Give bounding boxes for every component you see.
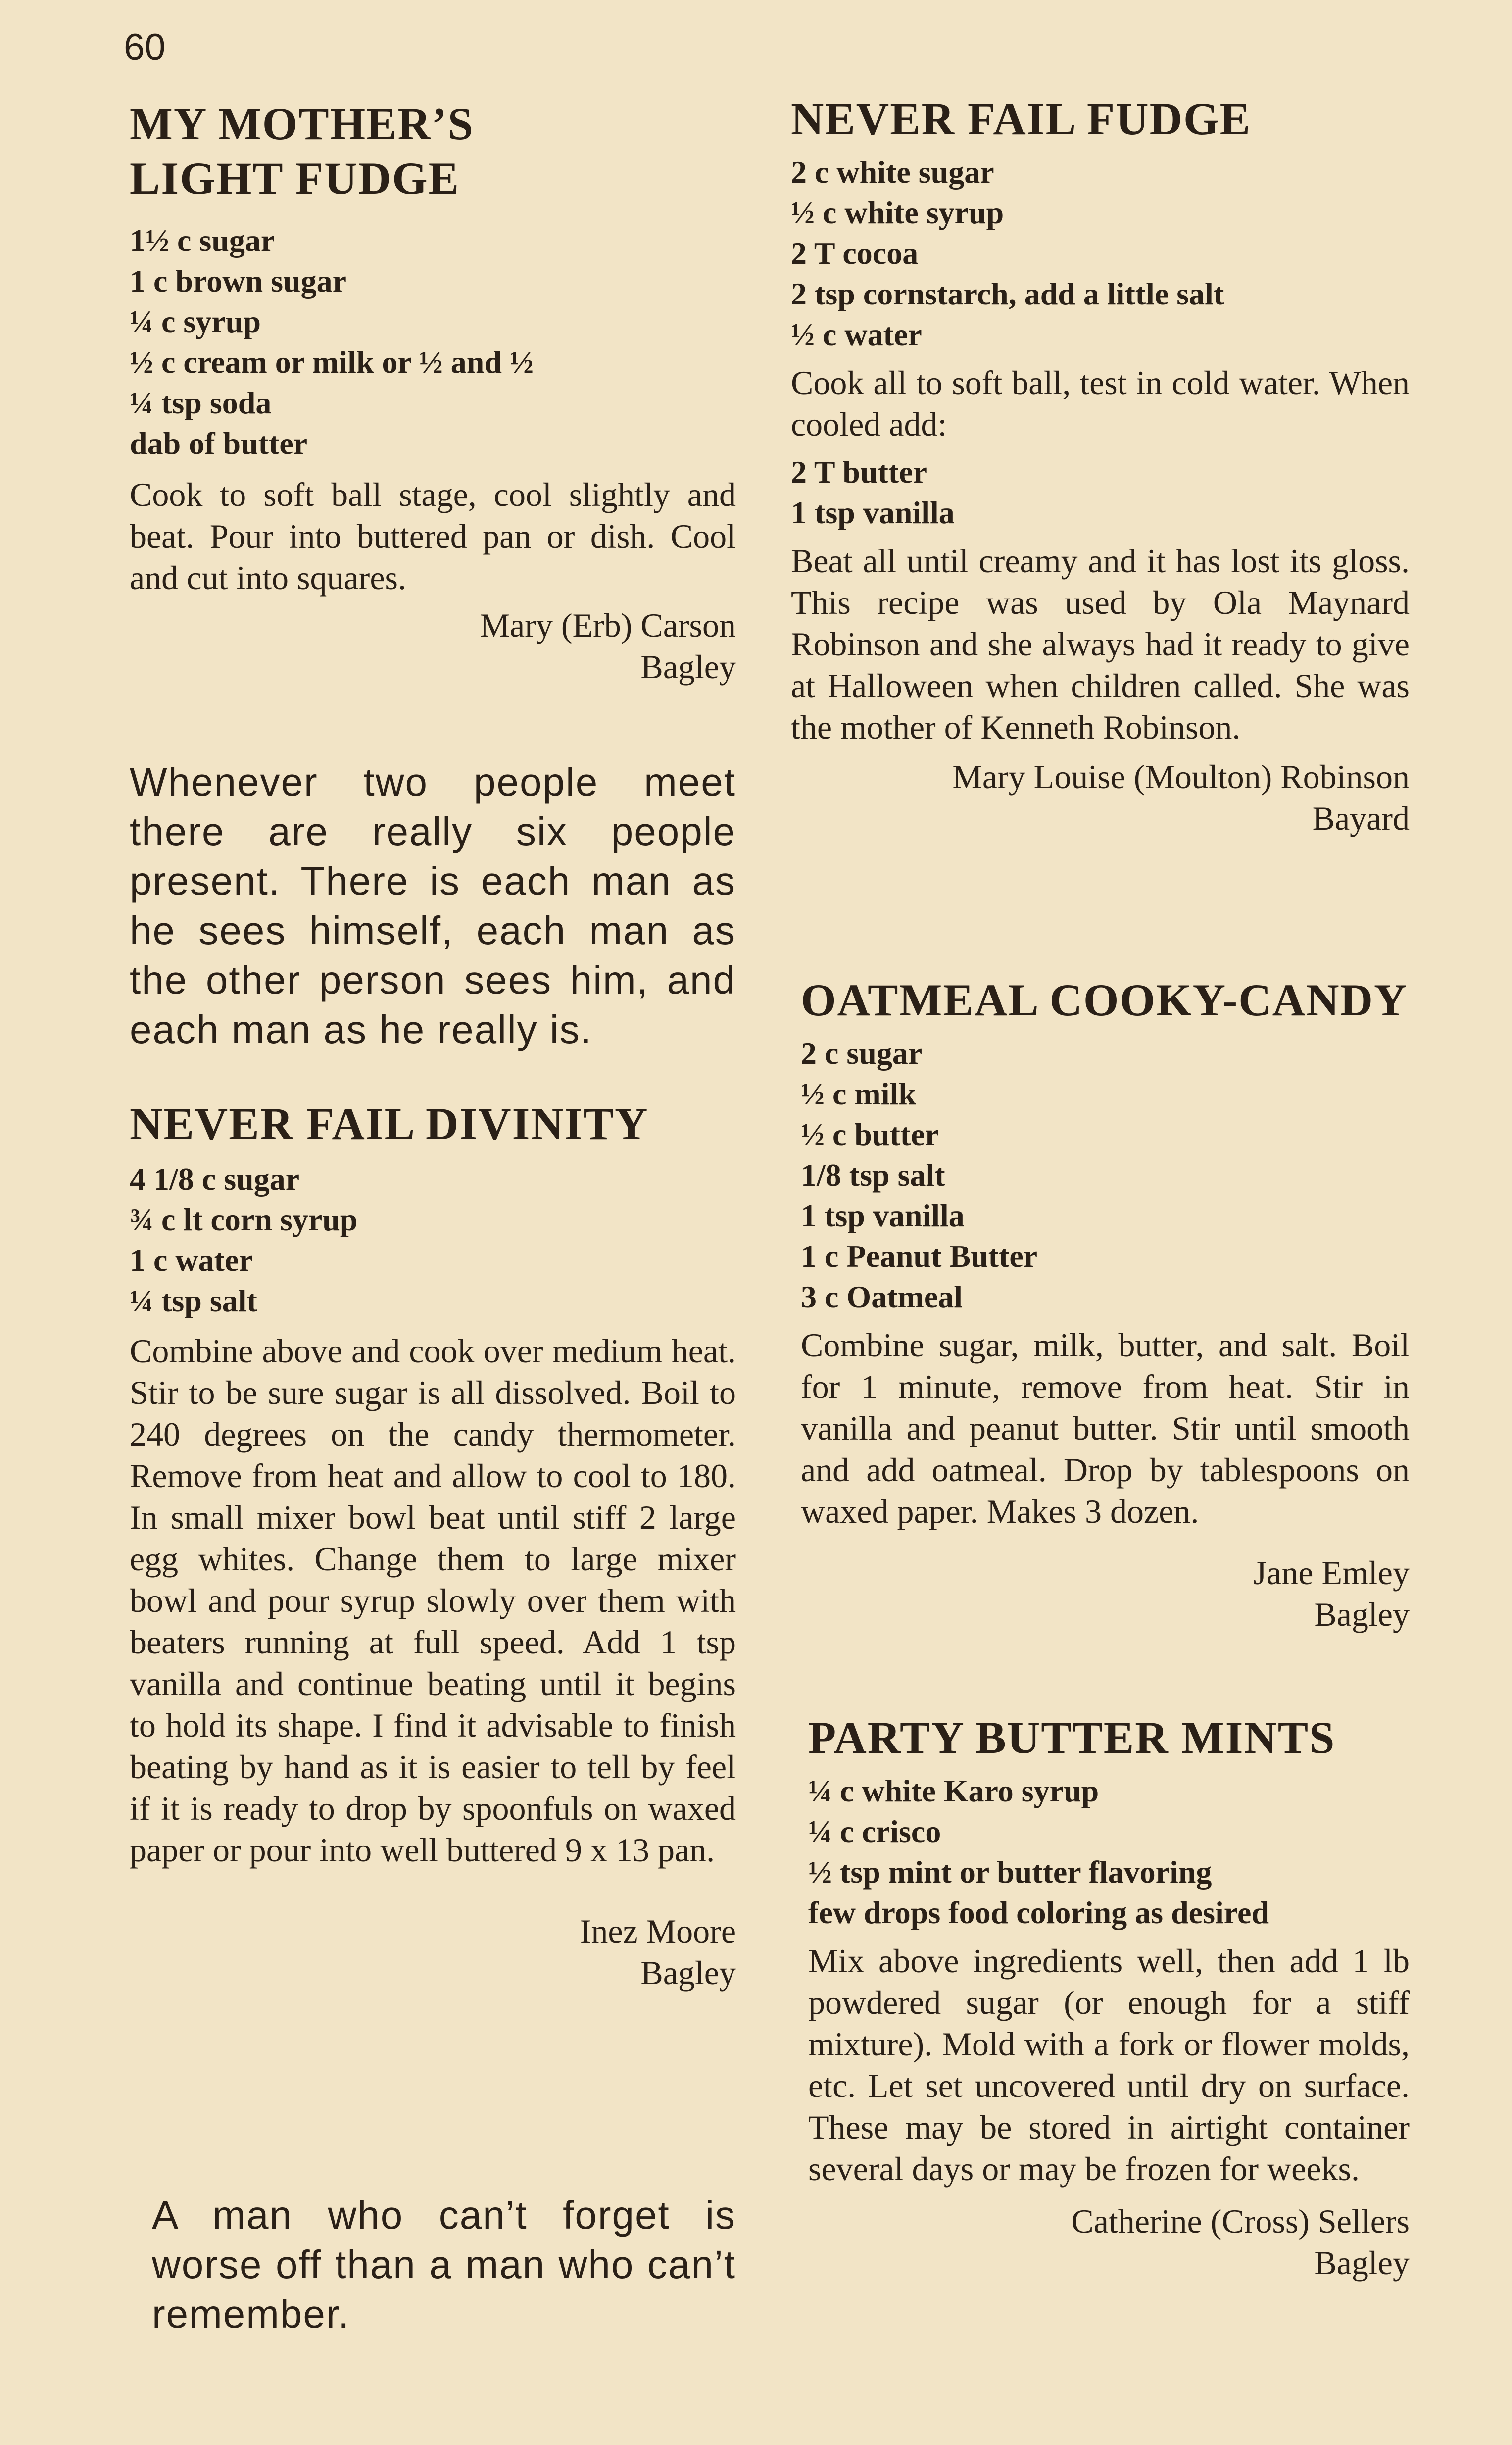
recipe-directions: Cook to soft ball stage, cool slightly and beat. Pour into buttered pan or dish. Cool and cut into squares. — [130, 476, 736, 597]
ingredient: 1½ c sugar — [130, 223, 275, 258]
ingredient-list — [801, 1033, 1410, 1317]
recipe-title: PARTY BUTTER MINTS — [808, 1712, 1336, 1763]
ingredient: ¼ c syrup — [130, 304, 261, 339]
recipe-directions-2: Beat all until creamy and it has lost its gloss. This recipe was used by Ola Maynard Robinson and she always had it ready to give at Halloween when children called. She was the mother of Kenneth Robinson. — [791, 542, 1410, 746]
ingredient-list-2 — [791, 452, 1410, 533]
recipe-directions: Mix above ingredients well, then add 1 lb powdered sugar (or enough for a stiff mixture). Mold with a fork or flower molds, etc. Let set uncovered until dry on surface. These may be stored in airtight container several days or may be frozen for weeks. — [808, 1942, 1410, 2188]
quote-six-people: Whenever two people meet there are really six people present. There is each man as he sees himself, each man as the other person sees him, and each man as he really is. — [130, 760, 736, 1051]
ingredient: 1 tsp vanilla — [791, 495, 955, 530]
ingredient: dab of butter — [130, 426, 308, 461]
recipe-attribution — [801, 1552, 1410, 1635]
recipe-title — [130, 97, 736, 205]
ingredient: few drops food coloring as desired — [808, 1895, 1269, 1930]
author-name: Inez Moore — [580, 1912, 736, 1950]
ingredient-list — [808, 1771, 1410, 1933]
ingredient: ¼ tsp salt — [130, 1283, 257, 1318]
page-number: 60 — [124, 26, 166, 68]
author-place: Bagley — [640, 648, 736, 686]
recipe-never-fail-divinity — [130, 1097, 736, 1994]
recipe-never-fail-fudge — [791, 92, 1410, 839]
recipe-my-mothers-light-fudge — [130, 97, 736, 688]
recipe-title-line-1: MY MOTHER’S — [130, 99, 474, 149]
ingredient-list — [791, 152, 1410, 355]
ingredient: 1 c brown sugar — [130, 263, 346, 299]
ingredient: ¼ tsp soda — [130, 385, 272, 420]
ingredient: 4 1/8 c sugar — [130, 1161, 300, 1197]
recipe-party-butter-mints — [808, 1710, 1410, 2284]
ingredient-list — [130, 1159, 736, 1321]
author-name: Catherine (Cross) Sellers — [1071, 2202, 1410, 2240]
recipe-directions: Combine above and cook over medium heat. Stir to be sure sugar is all dissolved. Boil to 240 degrees on the candy thermometer. Remove from heat and allow to cool to 180. In small mixer bowl beat until stiff 2 large egg whites. Change them to large mixer bowl and pour syrup slowly over them with beaters running at full speed. Add 1 tsp vanilla and continue beating until it begins to hold its shape. I find it advisable to finish beating by hand as it is easier to tell by feel if it is ready to drop by spoonfuls on waxed paper or pour into well buttered 9 x 13 pan. — [130, 1332, 736, 1869]
quote-cant-forget: A man who can’t forget is worse off than a man who can’t remember. — [152, 2193, 736, 2336]
ingredient: ½ c white syrup — [791, 195, 1004, 230]
ingredient: ¾ c lt corn syrup — [130, 1202, 358, 1237]
ingredient: 2 c white sugar — [791, 154, 994, 190]
ingredient: ¼ c crisco — [808, 1814, 941, 1849]
ingredient: ½ c cream or milk or ½ and ½ — [130, 345, 534, 380]
ingredient: ½ tsp mint or butter flavoring — [808, 1854, 1212, 1890]
ingredient: ½ c milk — [801, 1076, 916, 1111]
ingredient: 1/8 tsp salt — [801, 1157, 945, 1193]
recipe-attribution — [130, 1910, 736, 1994]
ingredient: 2 tsp cornstarch, add a little salt — [791, 276, 1224, 311]
recipe-attribution — [808, 2200, 1410, 2284]
recipe-title: OATMEAL COOKY-CANDY — [801, 975, 1408, 1025]
recipe-directions: Combine sugar, milk, butter, and salt. Boil for 1 minute, remove from heat. Stir in vanilla and peanut butter. Stir until smooth and add oatmeal. Drop by tablespoons on waxed paper. Makes 3 dozen. — [801, 1326, 1410, 1530]
ingredient-list — [130, 220, 736, 464]
ingredient: 1 c Peanut Butter — [801, 1239, 1038, 1274]
recipe-attribution — [130, 604, 736, 688]
ingredient: 2 T butter — [791, 454, 927, 490]
ingredient: ½ c butter — [801, 1117, 939, 1152]
ingredient: 2 c sugar — [801, 1036, 923, 1071]
recipe-title-line-2: LIGHT FUDGE — [130, 153, 460, 203]
ingredient: ¼ c white Karo syrup — [808, 1773, 1099, 1808]
author-place: Bagley — [1314, 2244, 1410, 2282]
ingredient: 1 tsp vanilla — [801, 1198, 965, 1233]
recipe-directions: Cook all to soft ball, test in cold water. When cooled add: — [791, 364, 1410, 443]
ingredient: ½ c water — [791, 317, 922, 352]
author-name: Mary Louise (Moulton) Robinson — [952, 758, 1410, 796]
author-place: Bagley — [640, 1954, 736, 1992]
ingredient: 3 c Oatmeal — [801, 1279, 963, 1314]
author-place: Bagley — [1314, 1596, 1410, 1633]
author-place: Bayard — [1312, 799, 1410, 837]
recipe-oatmeal-cooky-candy — [801, 973, 1410, 1635]
recipe-title: NEVER FAIL FUDGE — [791, 94, 1251, 144]
ingredient: 2 T cocoa — [791, 236, 919, 271]
author-name: Jane Emley — [1253, 1554, 1410, 1592]
ingredient: 1 c water — [130, 1243, 253, 1278]
recipe-title: NEVER FAIL DIVINITY — [130, 1098, 649, 1149]
recipe-attribution — [791, 756, 1410, 839]
author-name: Mary (Erb) Carson — [480, 606, 736, 644]
